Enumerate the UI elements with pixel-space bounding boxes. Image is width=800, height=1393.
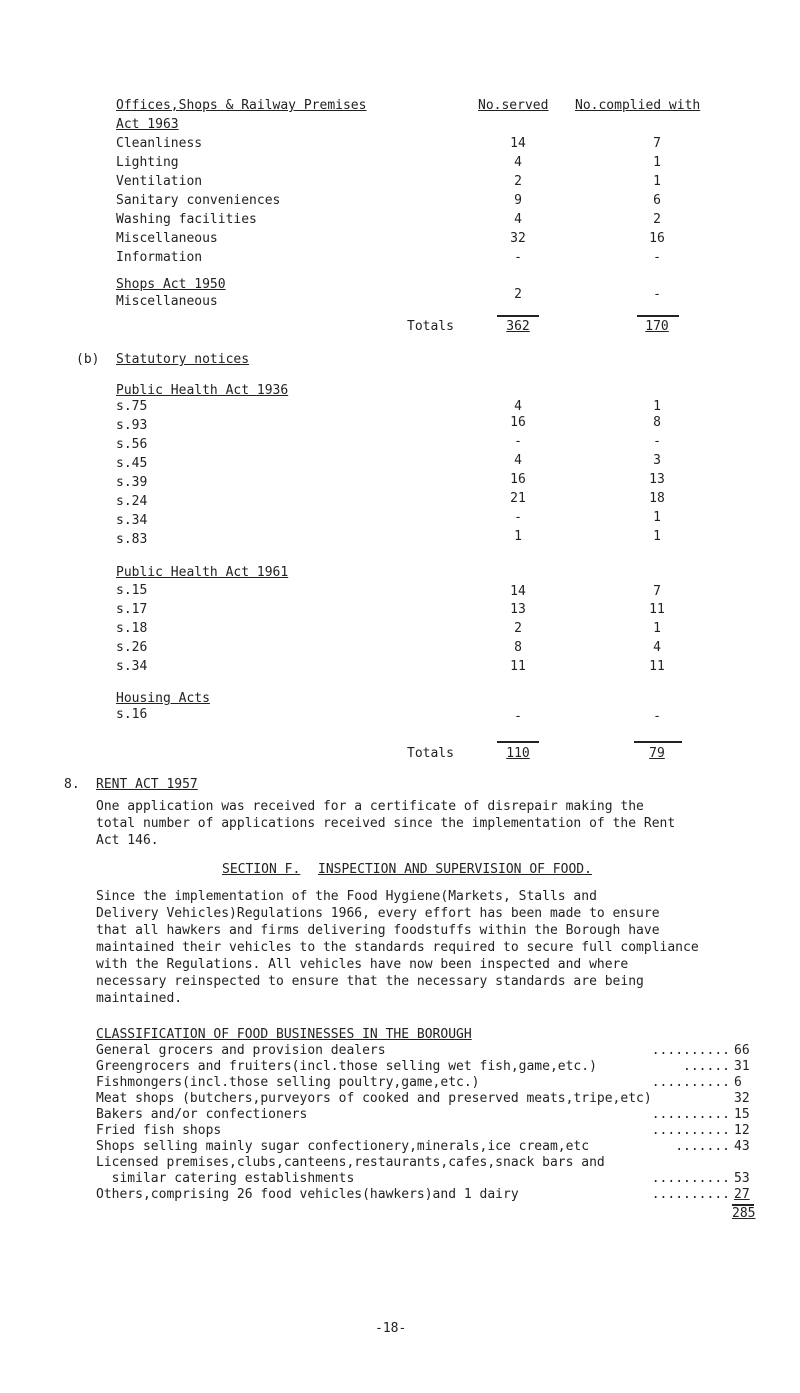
classification-label: Fried fish shops <box>96 1123 222 1138</box>
classification-value: 66 <box>734 1043 750 1058</box>
row-label: Washing facilities <box>116 212 257 227</box>
row-complied: 7 <box>653 584 661 599</box>
row-served: 16 <box>510 472 526 487</box>
text-line: Since the implementation of the Food Hygiene(Markets, Stalls and <box>96 889 597 904</box>
classification-label: similar catering establishments <box>96 1171 355 1186</box>
pha-1936-title: Public Health Act 1936 <box>116 383 289 398</box>
classification-label: Greengrocers and fruiters(incl.those selling wet fish,game,etc.) <box>96 1059 597 1074</box>
row-served: 14 <box>510 584 526 599</box>
classification-leader: ...... <box>683 1059 730 1074</box>
text-line: total number of applications received since the implementation of the Rent <box>96 816 676 831</box>
row-served: - <box>514 250 522 265</box>
row-complied: 13 <box>649 472 665 487</box>
row-complied: 7 <box>653 136 661 151</box>
row-label: Cleanliness <box>116 136 203 151</box>
col-complied-header: No.complied with <box>575 98 701 113</box>
row-served: 11 <box>510 659 526 674</box>
row-complied: - <box>653 287 661 302</box>
housing-acts-title: Housing Acts <box>116 691 210 706</box>
text-line: Delivery Vehicles)Regulations 1966, every effort has been made to ensure <box>96 906 660 921</box>
totals-rule <box>637 315 679 317</box>
row-complied: 1 <box>653 155 661 170</box>
row-complied: 11 <box>649 659 665 674</box>
row-label: s.39 <box>116 475 148 490</box>
rent-paragraph <box>96 798 756 849</box>
classification-value: 31 <box>734 1059 750 1074</box>
classification-leader: .......... <box>651 1123 730 1138</box>
section-f-paragraph <box>96 888 800 1007</box>
row-label: s.24 <box>116 494 148 509</box>
row-served: 4 <box>514 155 522 170</box>
row-complied: 16 <box>649 231 665 246</box>
row-served: 2 <box>514 621 522 636</box>
row-label: s.34 <box>116 659 148 674</box>
row-complied: 3 <box>653 453 661 468</box>
text-line: maintained their vehicles to the standards required to secure full compliance <box>96 940 699 955</box>
row-served: 4 <box>514 212 522 227</box>
row-served: 32 <box>510 231 526 246</box>
row-served: 21 <box>510 491 526 506</box>
row-label: s.56 <box>116 437 148 452</box>
classification-value: 27 <box>734 1187 750 1202</box>
row-label: s.34 <box>116 513 148 528</box>
pha-1961-title: Public Health Act 1961 <box>116 565 289 580</box>
text-line: with the Regulations. All vehicles have now been inspected and where <box>96 957 629 972</box>
classification-value: 53 <box>734 1171 750 1186</box>
row-complied: - <box>653 434 661 449</box>
row-served: 9 <box>514 193 522 208</box>
row-complied: 8 <box>653 415 661 430</box>
classification-value: 6 <box>734 1075 742 1090</box>
row-complied: 1 <box>653 621 661 636</box>
classification-leader: .......... <box>651 1043 730 1058</box>
row-complied: 1 <box>653 174 661 189</box>
classification-label: Shops selling mainly sugar confectionery,minerals,ice cream,etc <box>96 1139 590 1154</box>
statutory-notices-title: Statutory notices <box>116 352 250 367</box>
row-served: - <box>514 709 522 724</box>
classification-value: 32 <box>734 1091 750 1106</box>
act-1963-label: Act 1963 <box>116 117 179 132</box>
totals-served: 110 <box>506 746 530 761</box>
classification-leader: .......... <box>651 1075 730 1090</box>
row-served: 4 <box>514 453 522 468</box>
row-served: 8 <box>514 640 522 655</box>
row-complied: 1 <box>653 529 661 544</box>
totals-label: Totals <box>407 746 454 761</box>
row-label: s.16 <box>116 707 148 722</box>
row-served: 16 <box>510 415 526 430</box>
row-label: s.15 <box>116 583 148 598</box>
row-complied: 18 <box>649 491 665 506</box>
row-complied: 11 <box>649 602 665 617</box>
classification-value: 12 <box>734 1123 750 1138</box>
classification-heading: CLASSIFICATION OF FOOD BUSINESSES IN THE BOROUGH <box>96 1027 472 1042</box>
totals-complied: 170 <box>645 319 669 334</box>
row-label: s.45 <box>116 456 148 471</box>
text-line: One application was received for a certificate of disrepair making the <box>96 799 644 814</box>
row-label: s.93 <box>116 418 148 433</box>
classification-label: General grocers and provision dealers <box>96 1043 386 1058</box>
section-f-label: SECTION F. <box>222 862 301 877</box>
row-label: s.26 <box>116 640 148 655</box>
row-label: s.18 <box>116 621 148 636</box>
classification-leader: .......... <box>651 1171 730 1186</box>
row-complied: - <box>653 250 661 265</box>
totals-rule <box>634 741 682 743</box>
row-served: - <box>514 510 522 525</box>
classification-leader: .......... <box>651 1187 730 1202</box>
row-label: Information <box>116 250 203 265</box>
classification-value: 15 <box>734 1107 750 1122</box>
row-label: Miscellaneous <box>116 294 218 309</box>
totals-label: Totals <box>407 319 454 334</box>
text-line: that all hawkers and firms delivering foodstuffs within the Borough have <box>96 923 660 938</box>
section-f-heading: INSPECTION AND SUPERVISION OF FOOD. <box>318 862 592 877</box>
row-complied: 6 <box>653 193 661 208</box>
totals-rule <box>497 741 539 743</box>
totals-rule <box>497 315 539 317</box>
classification-value: 43 <box>734 1139 750 1154</box>
row-served: 14 <box>510 136 526 151</box>
text-line: necessary reinspected to ensure that the necessary standards are being <box>96 974 644 989</box>
rent-act-heading: RENT ACT 1957 <box>96 777 198 792</box>
offices-shops-title: Offices,Shops & Railway Premises <box>116 98 367 113</box>
rent-section-number: 8. <box>64 777 80 792</box>
totals-complied: 79 <box>649 746 665 761</box>
shops-act-1950-label: Shops Act 1950 <box>116 277 226 292</box>
text-line: Act 146. <box>96 833 159 848</box>
row-label: Ventilation <box>116 174 203 189</box>
col-served-header: No.served <box>478 98 549 113</box>
row-label: s.75 <box>116 399 148 414</box>
classification-leader: ....... <box>675 1139 730 1154</box>
row-served: 13 <box>510 602 526 617</box>
row-label: Miscellaneous <box>116 231 218 246</box>
row-served: 2 <box>514 174 522 189</box>
section-b-marker: (b) <box>76 352 100 367</box>
classification-leader: .......... <box>651 1107 730 1122</box>
classification-label: Licensed premises,clubs,canteens,restaurants,cafes,snack bars and <box>96 1155 605 1170</box>
text-line: maintained. <box>96 991 183 1006</box>
classification-label: Others,comprising 26 food vehicles(hawkers)and 1 dairy <box>96 1187 519 1202</box>
row-served: - <box>514 434 522 449</box>
row-label: Sanitary conveniences <box>116 193 281 208</box>
classification-total: 285 <box>732 1206 756 1221</box>
row-served: 1 <box>514 529 522 544</box>
classification-label: Fishmongers(incl.those selling poultry,game,etc.) <box>96 1075 480 1090</box>
page-number: -18- <box>375 1321 407 1336</box>
row-label: Lighting <box>116 155 179 170</box>
row-served: 2 <box>514 287 522 302</box>
totals-served: 362 <box>506 319 530 334</box>
row-complied: 1 <box>653 510 661 525</box>
row-complied: - <box>653 709 661 724</box>
row-label: s.83 <box>116 532 148 547</box>
row-served: 4 <box>514 399 522 414</box>
row-complied: 1 <box>653 399 661 414</box>
row-complied: 2 <box>653 212 661 227</box>
row-label: s.17 <box>116 602 148 617</box>
classification-label: Bakers and/or confectioners <box>96 1107 308 1122</box>
row-complied: 4 <box>653 640 661 655</box>
classification-label: Meat shops (butchers,purveyors of cooked and preserved meats,tripe,etc) <box>96 1091 652 1106</box>
